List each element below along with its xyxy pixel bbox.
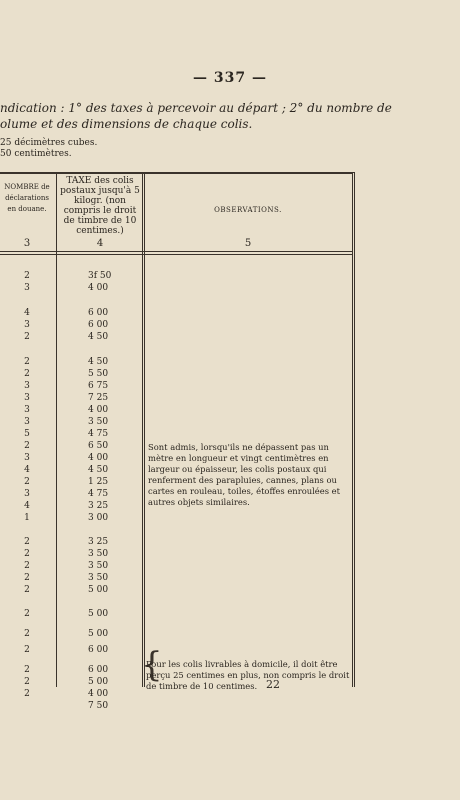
tax-amount: 4 00 (88, 283, 109, 293)
header-observations: OBSERVATIONS. (214, 206, 282, 214)
tax-amount: 6 00 (88, 665, 109, 675)
tax-amount: 3 25 (88, 537, 109, 547)
declaration-count: 2 (24, 271, 30, 281)
dimension-notes (0, 138, 97, 160)
table-row (0, 628, 146, 640)
table-row (0, 282, 146, 294)
table-row (0, 428, 146, 440)
declaration-count: 2 (24, 689, 30, 699)
tax-amount: 4 50 (88, 357, 109, 367)
table-row (0, 548, 146, 560)
table-row (0, 560, 146, 572)
brace-symbol: { (141, 645, 163, 685)
declaration-count: 3 (24, 381, 30, 391)
declaration-count: 3 (24, 453, 30, 463)
table-row (0, 512, 146, 524)
note-line-1: 25 décimètres cubes. (0, 138, 98, 148)
declaration-count: 2 (24, 477, 30, 487)
declaration-count: 2 (24, 369, 30, 379)
tax-amount: 4 00 (88, 689, 109, 699)
table-row (0, 584, 146, 596)
declaration-count: 3 (24, 320, 30, 330)
tax-amount: 5 00 (88, 609, 109, 619)
tax-amount: 4 50 (88, 465, 109, 475)
table-row (0, 452, 146, 464)
declaration-count: 2 (24, 332, 30, 342)
tax-amount: 3 50 (88, 573, 109, 583)
tax-amount: 6 00 (88, 308, 109, 318)
declaration-count: 2 (24, 677, 30, 687)
declaration-count: 3 (24, 405, 30, 415)
header-declarations: NOMBRE de déclarations en douane. (4, 183, 50, 213)
declaration-count: 2 (24, 629, 30, 639)
table-row (0, 608, 146, 620)
header-rule (0, 254, 352, 255)
tax-amount: 3 50 (88, 561, 109, 571)
tax-amount: 5 00 (88, 677, 109, 687)
table-row (0, 392, 146, 404)
table-row (0, 476, 146, 488)
tax-amount: 6 00 (88, 320, 109, 330)
tax-amount: 3 25 (88, 501, 109, 511)
table-row (0, 356, 146, 368)
declaration-count: 5 (24, 429, 30, 439)
table-row (0, 664, 146, 676)
declaration-count: 4 (24, 501, 30, 511)
tax-amount: 4 75 (88, 489, 109, 499)
table-heading (0, 100, 450, 132)
heading-line-1: ndication : 1° des taxes à percevoir au départ ; 2° du nombre de (0, 101, 392, 115)
header-rule (0, 251, 352, 252)
declaration-count: 2 (24, 645, 30, 655)
heading-line-2: olume et des dimensions de chaque colis. (0, 117, 253, 131)
tax-amount: 6 75 (88, 381, 109, 391)
declaration-count: 2 (24, 537, 30, 547)
declaration-count: 2 (24, 609, 30, 619)
table-row (0, 319, 146, 331)
table-row (0, 307, 146, 319)
tax-amount: 4 50 (88, 332, 109, 342)
declaration-count: 4 (24, 308, 30, 318)
tax-amount: 1 25 (88, 477, 109, 487)
declaration-count: 4 (24, 465, 30, 475)
column-number-declarations: 3 (23, 238, 31, 249)
header-tax: TAXE des colis postaux jusqu'à 5 kilogr. (non compris le droit de timbre de 10 centimes.) (60, 176, 140, 236)
note-line-2: 50 centimètres. (0, 149, 72, 159)
tax-amount: 7 25 (88, 393, 109, 403)
table-row (0, 368, 146, 380)
declaration-count: 2 (24, 561, 30, 571)
declaration-count: 2 (24, 441, 30, 451)
table-row (0, 700, 146, 712)
tax-amount: 5 00 (88, 629, 109, 639)
declaration-count: 3 (24, 283, 30, 293)
table-row (0, 488, 146, 500)
column-number-tax: 4 (96, 238, 104, 249)
page-number: — 337 — (193, 70, 267, 86)
declaration-count: 2 (24, 549, 30, 559)
tax-amount: 6 00 (88, 645, 109, 655)
declaration-count: 2 (24, 585, 30, 595)
observation-note-1: Sont admis, lorsqu'ils ne dépassent pas un mètre en longueur et vingt centimètres en largeur ou épaisseur, les colis postaux qui renferment des parapluies, cannes, plans ou cartes en rouleau, toiles, étoffes enroulées et autres objets similaires. (148, 442, 341, 507)
table-row (0, 464, 146, 476)
table-row (0, 270, 146, 282)
table-row (0, 404, 146, 416)
tax-amount: 3 00 (88, 513, 109, 523)
tax-amount: 5 00 (88, 585, 109, 595)
declaration-count: 2 (24, 665, 30, 675)
table-row (0, 644, 146, 656)
table-row (0, 416, 146, 428)
declaration-count: 3 (24, 417, 30, 427)
table-row (0, 500, 146, 512)
declaration-count: 3 (24, 489, 30, 499)
signature-mark: 22 (266, 678, 280, 691)
declaration-count: 2 (24, 357, 30, 367)
tax-amount: 3 50 (88, 549, 109, 559)
tax-amount: 4 00 (88, 405, 109, 415)
tax-amount: 7 50 (88, 701, 109, 711)
declaration-count: 2 (24, 573, 30, 583)
table-row (0, 331, 146, 343)
tax-amount: 5 50 (88, 369, 109, 379)
tax-amount: 3 50 (88, 417, 109, 427)
tax-amount: 4 75 (88, 429, 109, 439)
declaration-count: 1 (24, 513, 30, 523)
tariff-table (0, 172, 355, 711)
tax-amount: 6 50 (88, 441, 109, 451)
tax-amount: 4 00 (88, 453, 109, 463)
table-row (0, 380, 146, 392)
table-row (0, 536, 146, 548)
declaration-count: 3 (24, 393, 30, 403)
observation-note-2: Pour les colis livrables à domicile, il doit être perçu 25 centimes en plus, non compris le droit de timbre de 10 centimes. (146, 659, 350, 691)
table-row (0, 440, 146, 452)
column-number-observations: 5 (244, 238, 252, 249)
table-row (0, 572, 146, 584)
tax-amount: 3f 50 (88, 271, 112, 281)
